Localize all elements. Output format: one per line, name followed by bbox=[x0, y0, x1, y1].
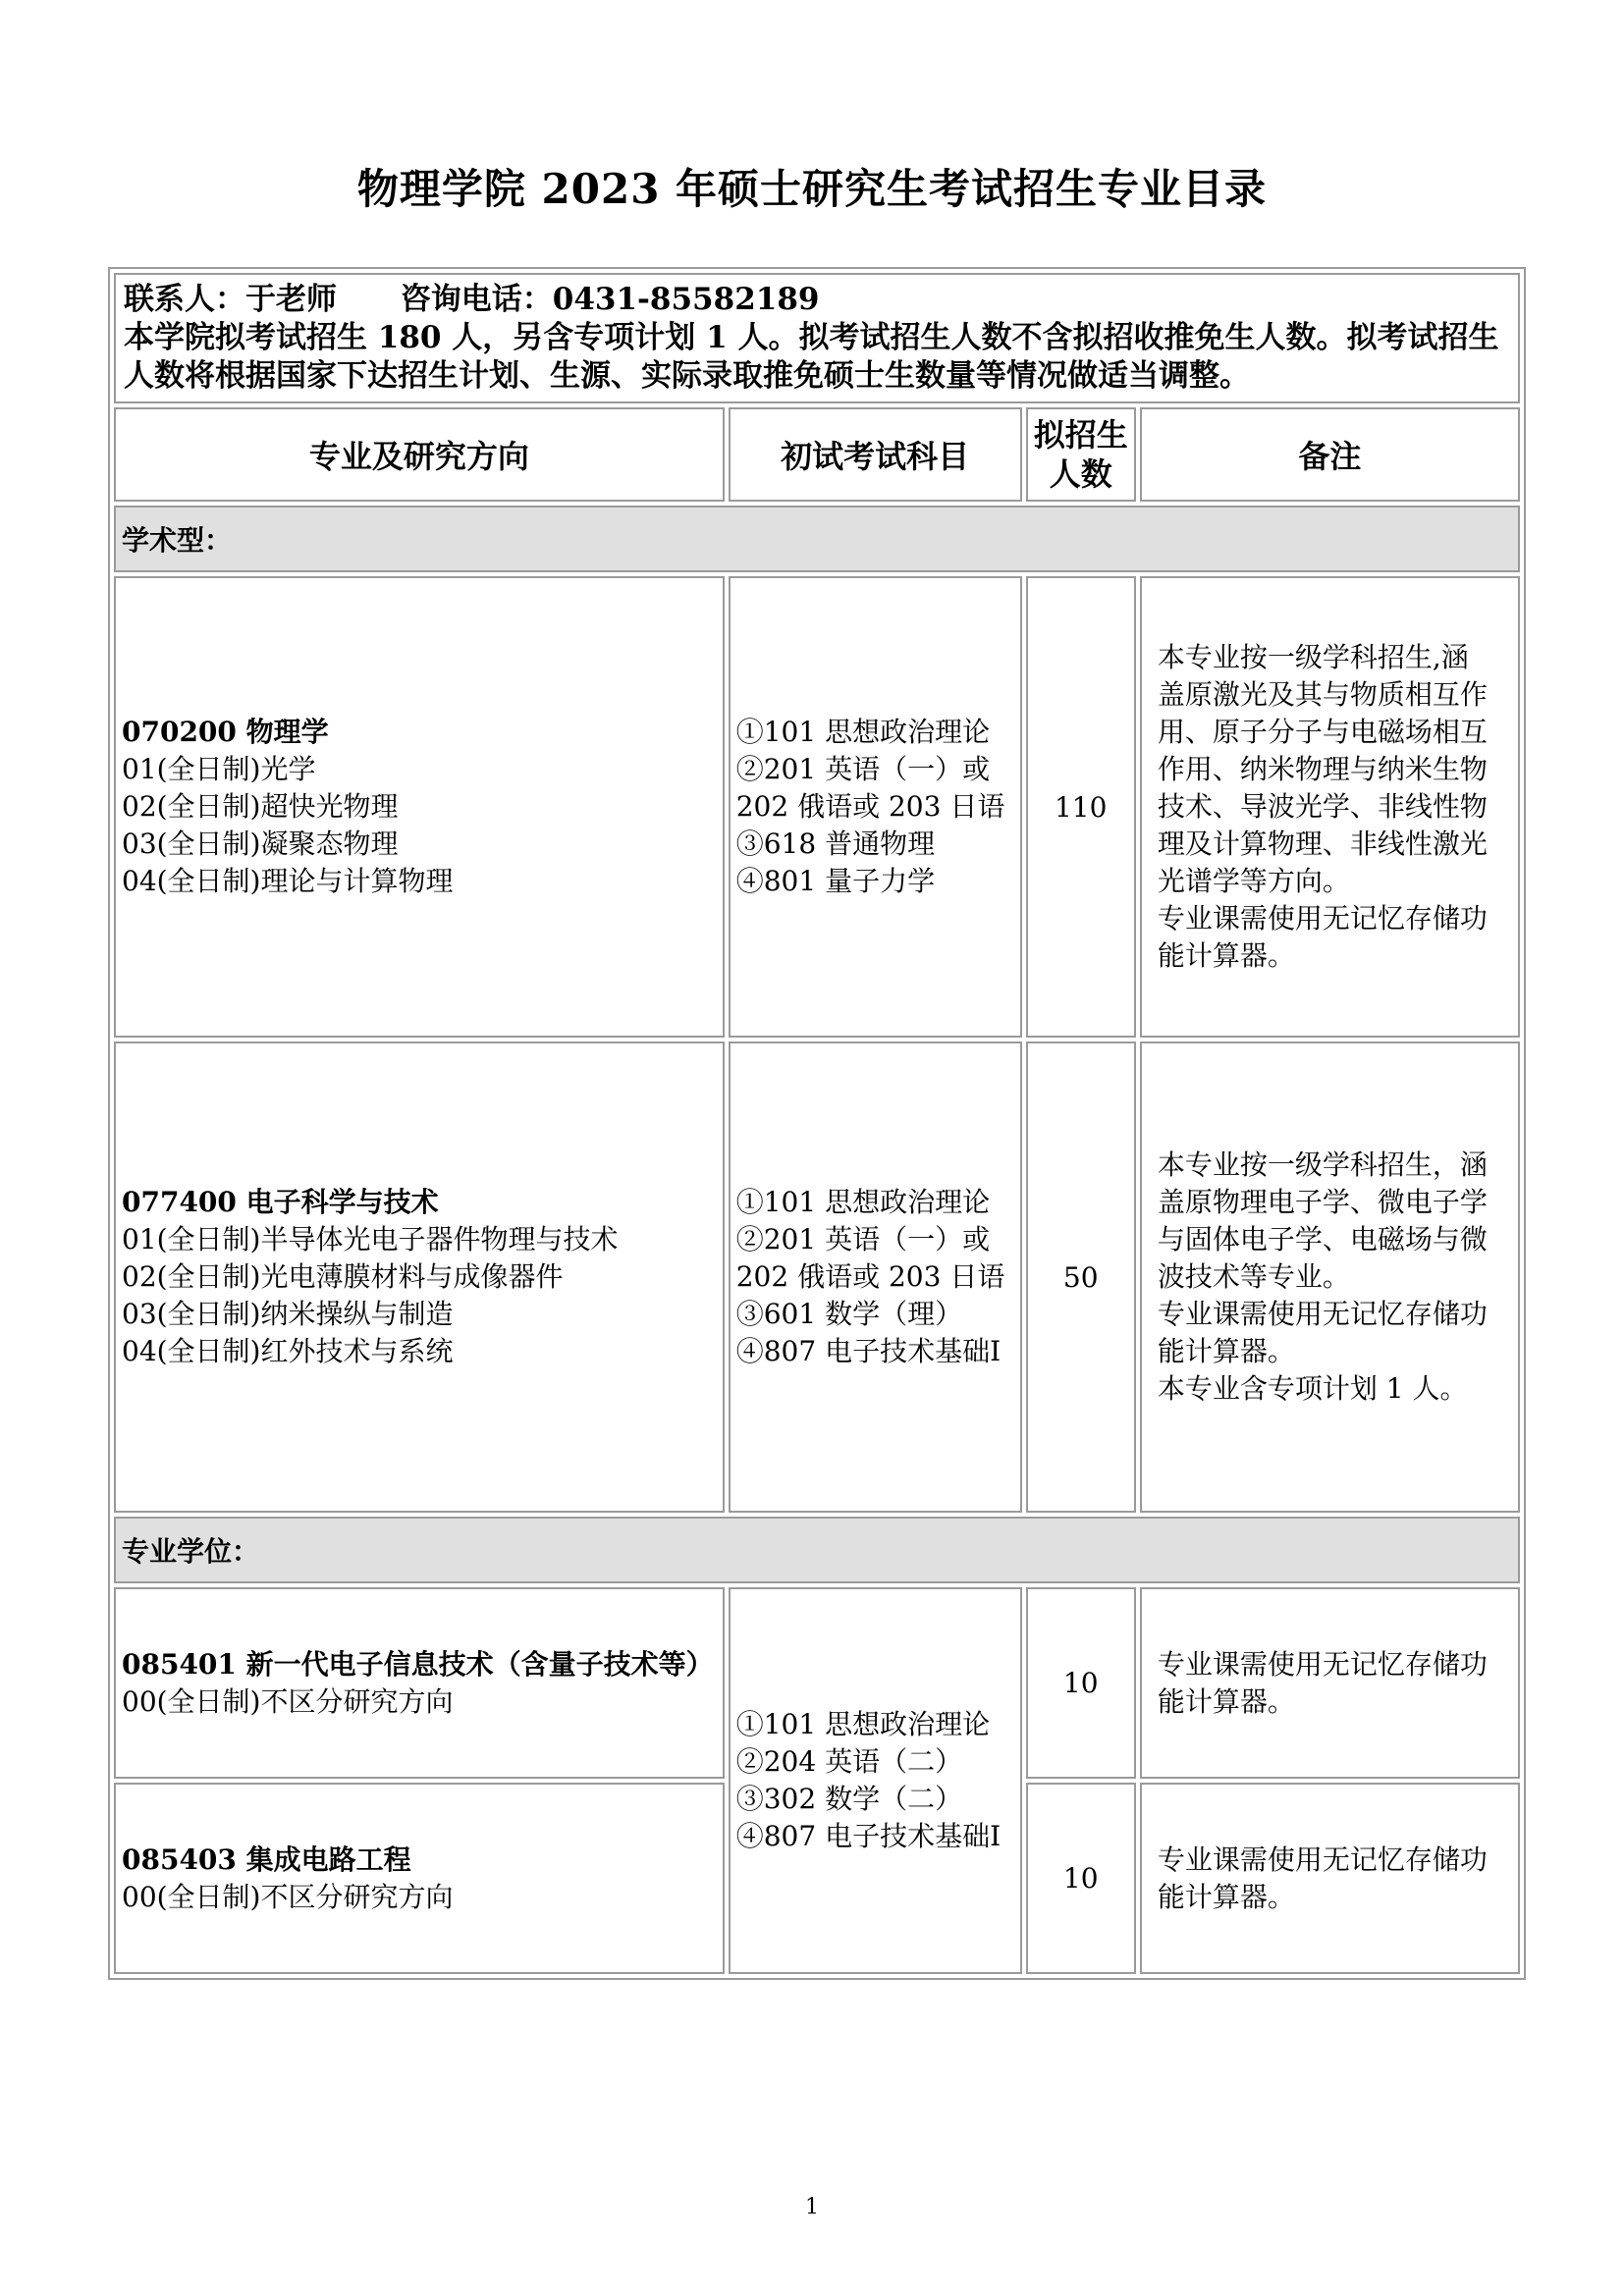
contact-row bbox=[114, 273, 1520, 403]
header-major: 专业及研究方向 bbox=[114, 407, 725, 502]
table-row bbox=[114, 1587, 1520, 1779]
section-professional-label: 专业学位： bbox=[114, 1517, 1520, 1583]
major-cell bbox=[114, 1783, 725, 1974]
note-line: 波技术等专业。 bbox=[1157, 1260, 1350, 1293]
note-line: 本专业含专项计划 1 人。 bbox=[1157, 1372, 1468, 1405]
exam-item: 202 俄语或 203 日语 bbox=[735, 790, 1005, 823]
header-count-line1: 拟招生 bbox=[1033, 416, 1128, 454]
note-line: 作用、纳米物理与纳米生物 bbox=[1157, 753, 1488, 785]
exam-item: ②201 英语（一）或 bbox=[735, 1223, 991, 1255]
section-academic-row bbox=[114, 506, 1520, 572]
header-note: 备注 bbox=[1140, 407, 1520, 502]
exam-item: ③618 普通物理 bbox=[735, 828, 936, 860]
contact-person: 联系人：于老师 bbox=[124, 282, 337, 317]
note-line: 本专业按一级学科招生，涵 bbox=[1157, 1148, 1488, 1181]
header-count bbox=[1026, 407, 1136, 502]
note-line: 专业课需使用无记忆存储功 bbox=[1157, 1647, 1488, 1681]
direction-item: 02(全日制)超快光物理 bbox=[122, 790, 399, 823]
exam-cell-shared bbox=[729, 1587, 1022, 1974]
note-line: 盖原物理电子学、微电子学 bbox=[1157, 1186, 1488, 1218]
note-cell bbox=[1140, 576, 1520, 1038]
note-line: 技术、导波光学、非线性物 bbox=[1157, 790, 1488, 823]
note-line: 能计算器。 bbox=[1157, 1335, 1295, 1367]
direction-item: 01(全日制)光学 bbox=[122, 753, 316, 785]
direction-item: 04(全日制)红外技术与系统 bbox=[122, 1335, 454, 1367]
note-line: 光谱学等方向。 bbox=[1157, 865, 1350, 897]
note-line: 本专业按一级学科招生,涵 bbox=[1157, 641, 1469, 673]
major-cell bbox=[114, 1587, 725, 1779]
note-line: 与固体电子学、电磁场与微 bbox=[1157, 1223, 1488, 1255]
direction-item: 01(全日制)半导体光电子器件物理与技术 bbox=[122, 1223, 619, 1255]
header-count-line2: 人数 bbox=[1049, 455, 1112, 493]
note-line: 专业课需使用无记忆存储功 bbox=[1157, 1842, 1488, 1876]
note-line: 能计算器。 bbox=[1157, 1684, 1295, 1718]
contact-phone: 咨询电话：0431-85582189 bbox=[400, 282, 820, 317]
count-cell: 10 bbox=[1026, 1587, 1136, 1779]
contact-cell bbox=[114, 273, 1520, 403]
table-row bbox=[114, 1041, 1520, 1513]
exam-item: ④807 电子技术基础Ⅰ bbox=[735, 1820, 1001, 1852]
section-professional-row bbox=[114, 1517, 1520, 1583]
exam-item: ④801 量子力学 bbox=[735, 865, 936, 897]
exam-item: ①101 思想政治理论 bbox=[735, 1186, 991, 1218]
count-cell: 110 bbox=[1026, 576, 1136, 1038]
note-line: 能计算器。 bbox=[1157, 1880, 1295, 1913]
major-cell bbox=[114, 576, 725, 1038]
direction-item: 00(全日制)不区分研究方向 bbox=[122, 1880, 454, 1913]
major-code: 085403 集成电路工程 bbox=[122, 1842, 411, 1876]
direction-item: 03(全日制)凝聚态物理 bbox=[122, 828, 399, 860]
exam-item: ③601 数学（理） bbox=[735, 1298, 963, 1330]
note-line: 专业课需使用无记忆存储功 bbox=[1157, 902, 1488, 934]
note-line: 盖原激光及其与物质相互作 bbox=[1157, 678, 1488, 711]
count-cell: 50 bbox=[1026, 1041, 1136, 1513]
direction-item: 03(全日制)纳米操纵与制造 bbox=[122, 1298, 454, 1330]
exam-item: ③302 数学（二） bbox=[735, 1783, 963, 1815]
exam-item: ②204 英语（二） bbox=[735, 1745, 963, 1778]
note-cell bbox=[1140, 1041, 1520, 1513]
note-line: 用、原子分子与电磁场相互 bbox=[1157, 716, 1488, 748]
page-title: 物理学院 2023 年硕士研究生考试招生专业目录 bbox=[356, 165, 1268, 213]
exam-item: ④807 电子技术基础Ⅰ bbox=[735, 1335, 1001, 1367]
note-cell bbox=[1140, 1783, 1520, 1974]
exam-cell bbox=[729, 576, 1022, 1038]
direction-item: 02(全日制)光电薄膜材料与成像器件 bbox=[122, 1260, 564, 1293]
direction-item: 00(全日制)不区分研究方向 bbox=[122, 1684, 454, 1718]
note-cell bbox=[1140, 1587, 1520, 1779]
note-line: 专业课需使用无记忆存储功 bbox=[1157, 1298, 1488, 1330]
note-line: 理及计算物理、非线性激光 bbox=[1157, 828, 1488, 860]
header-exam: 初试考试科目 bbox=[729, 407, 1022, 502]
exam-item: ②201 英语（一）或 bbox=[735, 753, 991, 785]
major-code: 077400 电子科学与技术 bbox=[122, 1186, 439, 1218]
header-row bbox=[114, 407, 1520, 502]
exam-item: ①101 思想政治理论 bbox=[735, 716, 991, 748]
page-number: 1 bbox=[805, 2195, 819, 2219]
exam-item: ①101 思想政治理论 bbox=[735, 1708, 991, 1740]
exam-cell bbox=[729, 1041, 1022, 1513]
count-cell: 10 bbox=[1026, 1783, 1136, 1974]
note-line: 能计算器。 bbox=[1157, 939, 1295, 972]
catalog-table bbox=[108, 267, 1526, 1980]
direction-item: 04(全日制)理论与计算物理 bbox=[122, 865, 454, 897]
major-code: 085401 新一代电子信息技术（含量子技术等） bbox=[122, 1647, 714, 1681]
section-academic-label: 学术型： bbox=[114, 506, 1520, 572]
table-row bbox=[114, 576, 1520, 1038]
major-cell bbox=[114, 1041, 725, 1513]
enrollment-plan-text: 本学院拟考试招生 180 人，另含专项计划 1 人。拟考试招生人数不含拟招收推免生人数。拟考试招生人数将根据国家下达招生计划、生源、实际录取推免硕士生数量等情况做适当调整。 bbox=[124, 320, 1499, 394]
major-code: 070200 物理学 bbox=[122, 716, 329, 748]
exam-item: 202 俄语或 203 日语 bbox=[735, 1260, 1005, 1293]
